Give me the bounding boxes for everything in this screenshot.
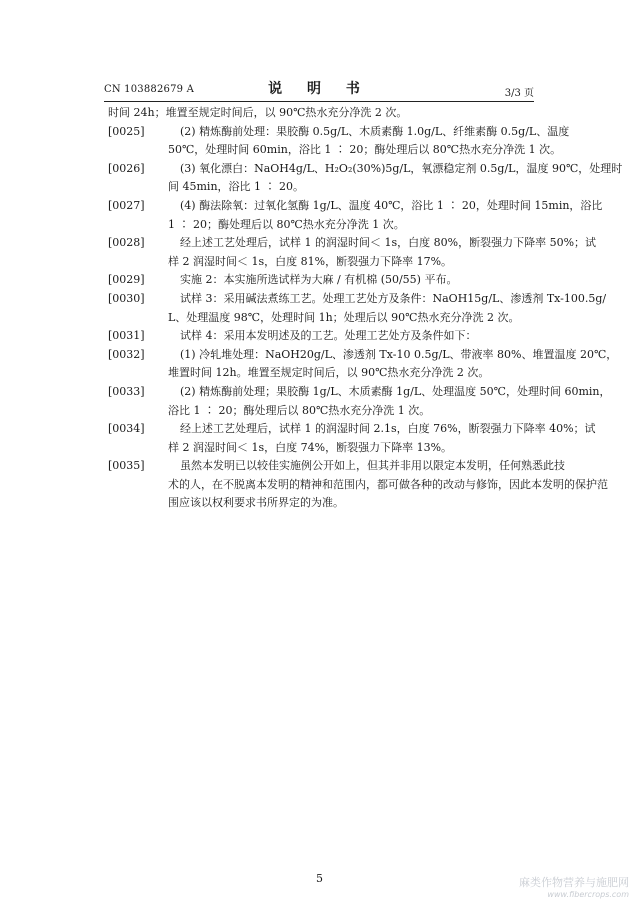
paragraph-line: 实施 2：本实施所选试样为大麻 / 有机棉 (50/55) 平布。 (180, 273, 458, 287)
watermark-site-name: 麻类作物营养与施肥网 (519, 876, 629, 889)
paragraph-line: 虽然本发明已以较佳实施例公开如上，但其并非用以限定本发明，任何熟悉此技 (180, 459, 565, 473)
paragraph-line: 试样 4：采用本发明述及的工艺。处理工艺处方及条件如下： (180, 329, 477, 343)
document-title: 说 明 书 (268, 81, 370, 97)
paragraph-id: [0031] (108, 329, 145, 343)
paragraph-0032 (108, 346, 618, 383)
paragraph-body (168, 420, 596, 457)
paragraph-body (168, 346, 617, 383)
paragraph-line: 1 ∶ 20；酶处理后以 80℃热水充分净洗 1 次。 (168, 217, 405, 231)
paragraph-0035 (108, 457, 608, 513)
paragraph-line: 经上述工艺处理后，试样 1 的润湿时间＜ 1s，白度 80%，断裂强力下降率 50%；试 (180, 236, 597, 250)
paragraph-body (168, 383, 611, 420)
paragraph-line: (1) 冷轧堆处理：NaOH20g/L、渗透剂 Tx-10 0.5g/L、带液率 80%、堆置温度 20℃， (180, 347, 618, 361)
paragraph-line: 样 2 润湿时间＜ 1s，白度 74%，断裂强力下降率 13%。 (168, 440, 453, 454)
paragraph-line: (2) 精炼酶前处理；果胶酶 1g/L、木质素酶 1g/L、处理温度 50℃，处理时间 60min， (180, 384, 611, 398)
paragraph-0025 (108, 123, 570, 160)
paragraph-line: (2) 精炼酶前处理：果胶酶 0.5g/L、木质素酶 1.0g/L、纤维素酶 0.5g/L、温度 (180, 124, 570, 138)
paragraph-0028 (108, 234, 597, 271)
paragraph-id: [0028] (108, 236, 145, 250)
paragraph-0029 (108, 271, 532, 290)
paragraph-id: [0026] (108, 161, 145, 175)
paragraph-id: [0030] (108, 291, 145, 305)
paragraph-0031 (108, 327, 532, 346)
paragraph-line: 浴比 1 ∶ 20；酶处理后以 80℃热水充分净洗 1 次。 (168, 403, 431, 417)
header-divider (104, 101, 534, 102)
paragraph-line: 围应该以权利要求书所界定的为准。 (168, 496, 344, 510)
paragraph-0034 (108, 420, 596, 457)
paragraph-line: 堆置时间 12h。堆置至规定时间后，以 90℃热水充分净洗 2 次。 (168, 366, 490, 380)
paragraph-line: 50℃，处理时间 60min，浴比 1 ∶ 20；酶处理后以 80℃热水充分净洗 1 次。 (168, 143, 562, 157)
paragraph-id: [0034] (108, 422, 145, 436)
paragraph-line: 试样 3：采用碱法煮练工艺。处理工艺处方及条件：NaOH15g/L、渗透剂 Tx-100.5g/ (180, 291, 607, 305)
paragraph-line: 术的人，在不脱离本发明的精神和范围内，都可做各种的改动与修饰，因此本发明的保护范 (168, 477, 608, 491)
paragraph-body (168, 160, 622, 197)
page-header (104, 78, 534, 102)
paragraph-id: [0032] (108, 347, 145, 361)
paragraph-id: [0029] (108, 273, 145, 287)
paragraph-body (168, 457, 608, 513)
paragraph-body (168, 327, 532, 346)
paragraph-0033 (108, 383, 611, 420)
paragraph-line: (4) 酶法除氧：过氧化氢酶 1g/L、温度 40℃，浴比 1 ∶ 20，处理时间 15min，浴比 (180, 198, 603, 212)
page-indicator: 3/3 页 (504, 88, 534, 99)
paragraph-body (168, 290, 606, 327)
paragraph-body (168, 234, 596, 271)
paragraph-body (168, 197, 602, 234)
continued-text-line: 时间 24h；堆置至规定时间后，以 90℃热水充分净洗 2 次。 (108, 106, 408, 119)
paragraph-0030 (108, 290, 607, 327)
paragraph-id: [0027] (108, 198, 145, 212)
paragraph-0026 (108, 160, 623, 197)
patent-number: CN 103882679 A (104, 84, 195, 95)
paragraph-body (168, 123, 569, 160)
site-watermark (519, 877, 629, 901)
paragraph-line: 样 2 润湿时间＜ 1s，白度 81%，断裂强力下降率 17%。 (168, 254, 453, 268)
page-number: 5 (316, 872, 323, 885)
watermark-url: www.fibercrops.com (547, 890, 629, 899)
paragraph-line: 经上述工艺处理后，试样 1 的润湿时间 2.1s，白度 76%，断裂强力下降率 40%；试 (180, 422, 596, 436)
paragraph-line: (3) 氧化漂白：NaOH4g/L、H₂O₂(30%)5g/L，氧漂稳定剂 0.5g/L，温度 90℃，处理时 (180, 161, 623, 175)
document-body (108, 104, 623, 513)
paragraph-id: [0033] (108, 384, 145, 398)
paragraph-body (168, 271, 532, 290)
paragraph-line: L、处理温度 98℃，处理时间 1h；处理后以 90℃热水充分净洗 2 次。 (168, 310, 520, 324)
paragraph-id: [0025] (108, 124, 145, 138)
paragraph-0027 (108, 197, 603, 234)
paragraph-line: 间 45min，浴比 1 ∶ 20。 (168, 180, 305, 194)
paragraph-id: [0035] (108, 459, 145, 473)
